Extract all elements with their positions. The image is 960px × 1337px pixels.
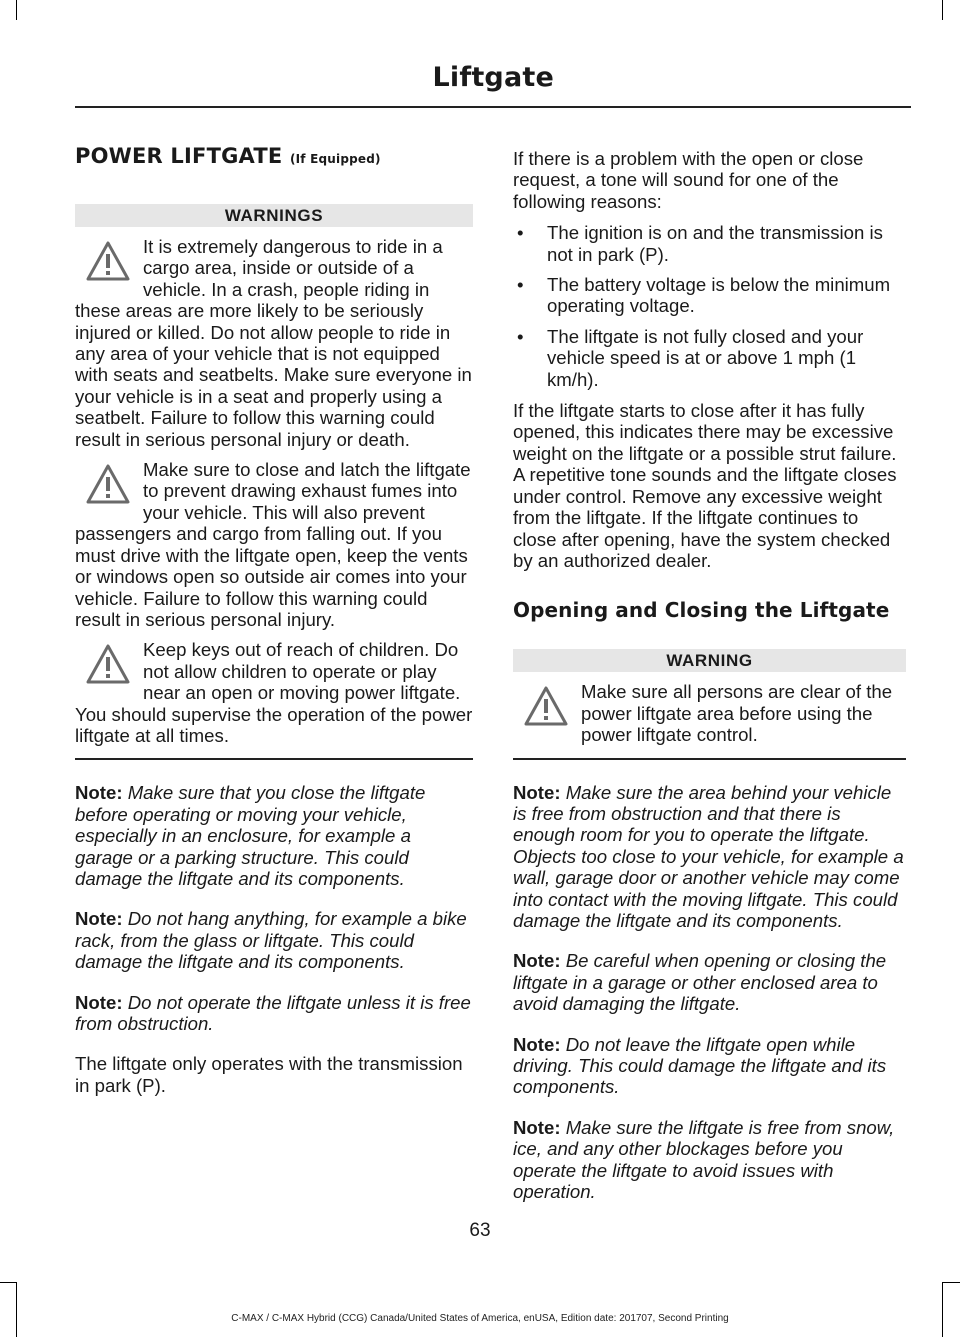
warning-text: It is extremely dangerous to ride in a cargo area, inside or outside of a vehicle. In a crash, people riding in these areas are more likely to be seriously injured or killed. Do not allow people to ride in any area of your vehicle that is not equipped with seats and seatbelts. Make sure everyone in your vehicle is in a seat and properly using a seatbelt. Failure to follow this warning could result in serious personal injury or death. xyxy=(75,236,472,450)
bullet-glyph: • xyxy=(517,222,524,244)
warning-triangle-icon xyxy=(523,685,569,727)
note-label: Note: xyxy=(75,782,123,804)
warnings-end-rule xyxy=(75,758,473,760)
notes-list xyxy=(75,782,473,1096)
warnings-heading: WARNINGS xyxy=(75,204,473,227)
warning-item xyxy=(75,639,473,746)
body-paragraph: The liftgate only operates with the transmission in park (P). xyxy=(75,1053,463,1096)
header-divider xyxy=(75,106,911,108)
note-paragraph xyxy=(513,782,906,932)
crop-mark-bottom-left xyxy=(16,1282,17,1337)
left-column xyxy=(75,143,473,1096)
note-paragraph xyxy=(75,782,473,889)
note-text: Do not hang anything, for example a bike rack, from the glass or liftgate. This could damage the liftgate and its components. xyxy=(75,908,467,973)
crop-mark-top-left xyxy=(16,0,17,20)
warning-heading: WARNING xyxy=(513,649,906,672)
list-item-text: The battery voltage is below the minimum operating voltage. xyxy=(547,274,891,317)
notes-list xyxy=(513,782,906,1203)
warning-block xyxy=(513,672,906,759)
page-header-title: Liftgate xyxy=(432,62,554,93)
list-item-text: The ignition is on and the transmission is not in park (P). xyxy=(547,222,883,265)
list-item xyxy=(513,326,906,390)
warning-end-rule xyxy=(513,758,906,760)
bullet-glyph: • xyxy=(517,274,524,296)
note-text: Be careful when opening or closing the liftgate in a garage or other enclosed area to avoid damaging the liftgate. xyxy=(513,950,887,1015)
crop-mark-bottom-left-h xyxy=(0,1282,17,1283)
section-qualifier: (If Equipped) xyxy=(289,152,381,166)
note-paragraph xyxy=(513,950,906,1014)
note-paragraph xyxy=(75,908,473,972)
crop-mark-bottom-right xyxy=(942,1282,943,1337)
note-text: Make sure that you close the liftgate before operating or moving your vehicle, especially in an enclosure, for example a garage or a parking structure. This could damage the liftgate and its components. xyxy=(75,782,426,889)
subsection-title: Opening and Closing the Liftgate xyxy=(513,598,890,623)
note-text: Do not operate the liftgate unless it is free from obstruction. xyxy=(75,991,471,1034)
note-label: Note: xyxy=(513,950,561,972)
list-item xyxy=(513,274,906,317)
warning-text: Make sure all persons are clear of the power liftgate area before using the power liftgate control. xyxy=(581,681,893,746)
warning-triangle-icon xyxy=(85,463,131,505)
warning-item xyxy=(513,681,906,745)
note-label: Note: xyxy=(75,991,123,1013)
note-paragraph xyxy=(513,1117,906,1203)
body-paragraph: If the liftgate starts to close after it has fully opened, this indicates there may be excessive weight on the liftgate or a possible strut failure. A repetitive tone sounds and the liftgate closes under control. Remove any excessive weight from the liftgate. If the liftgate continues to close after opening, have the system checked by an authorized dealer. xyxy=(513,400,897,571)
reason-list xyxy=(513,222,906,390)
right-column xyxy=(513,148,906,1202)
list-item-text: The liftgate is not fully closed and your vehicle speed is at or above 1 mph (1 km/h). xyxy=(547,325,864,390)
note-paragraph xyxy=(75,992,473,1035)
note-text: Do not leave the liftgate open while driving. This could damage the liftgate and its components. xyxy=(513,1033,887,1098)
list-item xyxy=(513,222,906,265)
note-paragraph xyxy=(513,1034,906,1098)
note-label: Note: xyxy=(513,1033,561,1055)
note-text: Make sure the area behind your vehicle is free from obstruction and that there is enough room for you to operate the liftgate. Objects too close to your vehicle, for example a wall, garage door or another vehicle may come into contact with the moving liftgate. This could damage the liftgate and its components. xyxy=(513,781,904,931)
warning-triangle-icon xyxy=(85,643,131,685)
section-title xyxy=(75,143,473,172)
note-label: Note: xyxy=(513,781,561,803)
warning-item xyxy=(75,236,473,450)
warnings-block xyxy=(75,227,473,760)
warning-text: Make sure to close and latch the liftgate to prevent drawing exhaust fumes into your vehicle. This will also prevent passengers and cargo from falling out. If you must drive with the liftgate open, keep the vents or windows open so outside air comes into your vehicle. Failure to follow this warning could result in serious personal injury. xyxy=(75,459,471,630)
note-label: Note: xyxy=(75,908,123,930)
warning-item xyxy=(75,459,473,630)
note-label: Note: xyxy=(513,1116,561,1138)
crop-mark-bottom-right-h xyxy=(942,1282,960,1283)
page-footer: C-MAX / C-MAX Hybrid (CCG) Canada/United States of America, enUSA, Edition date: 201707, Second Printing xyxy=(231,1313,729,1324)
crop-mark-top-right xyxy=(942,0,943,20)
section-title-text: POWER LIFTGATE xyxy=(75,144,283,168)
warning-triangle-icon xyxy=(85,240,131,282)
note-text: Make sure the liftgate is free from snow, ice, and any other blockages before you operate the liftgate to avoid issues with operation. xyxy=(513,1116,895,1203)
bullet-glyph: • xyxy=(517,325,524,347)
page-number: 63 xyxy=(469,1220,491,1241)
warning-text: Keep keys out of reach of children. Do not allow children to operate or play near an open or moving power liftgate. You should supervise the operation of the power liftgate at all times. xyxy=(75,639,473,746)
intro-paragraph: If there is a problem with the open or close request, a tone will sound for one of the following reasons: xyxy=(513,148,864,212)
